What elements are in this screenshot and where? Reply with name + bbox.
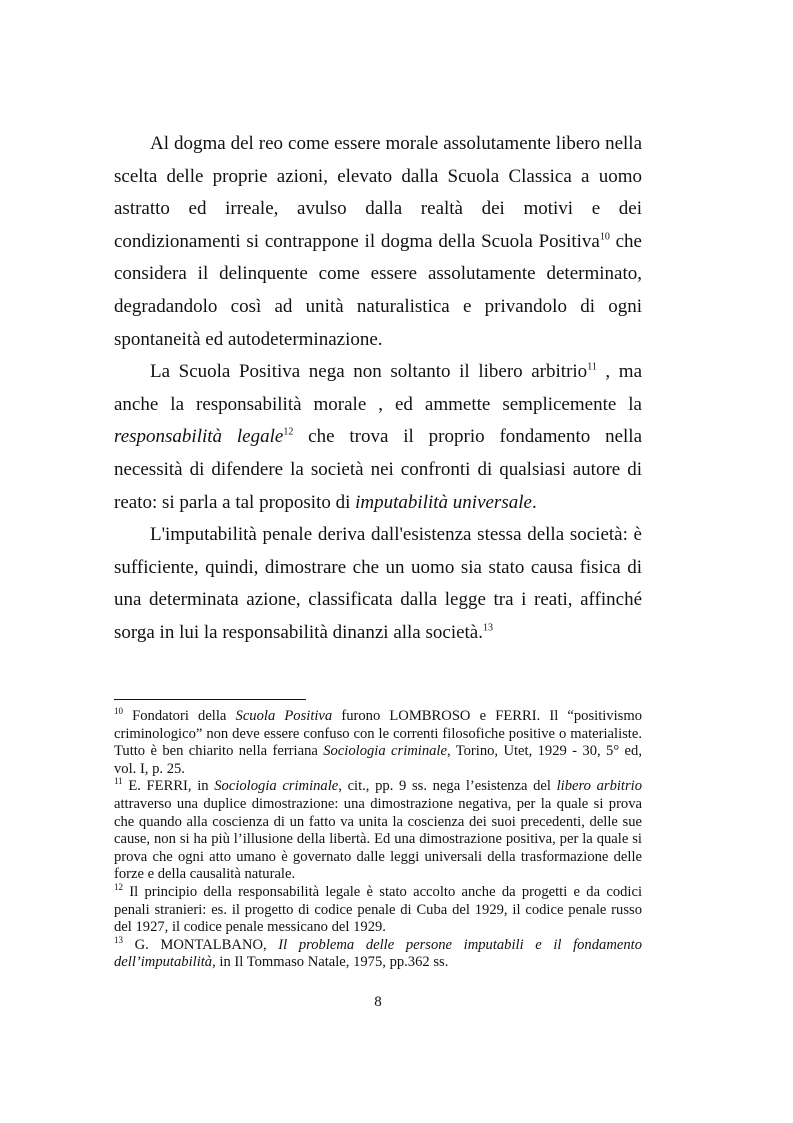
paragraph-3: L'imputabilità penale deriva dall'esistenza stessa della società: è sufficiente, quindi, dimostrare che un uomo sia stato causa fisica di una determinata azione, classificata dalla legge tra i reati, affinché sorga in lui la responsabilità dinanzi alla società.$^{13}$ [114,524,642,643]
footnote-ref-11[interactable]: 11 [587,361,597,373]
footnote-ref-12[interactable]: 12 [283,427,294,439]
footnotes [114,708,642,972]
footnote-10: $^{10}$ Fondatori della Scuola Positiva furono LOMBROSO e FERRI. Il “positivismo criminologico” non deve essere confuso con le correnti filosofiche positive o materialiste. Tutto è ben chiarito nella ferriana Sociologia criminale, Torino, Utet, 1929 - 30, 5° ed, vol. I, p. 25. [114,706,642,777]
footnote-number: 12 [114,882,123,893]
emphasis-imputabilita-universale: imputabilità universale [355,491,532,513]
footnote-ref-13[interactable]: 13 [483,622,493,634]
emphasis-responsabilita-legale: responsabilità legale [114,426,284,448]
footnote-13: $^{13}$ G. MONTALBANO, Il problema delle persone imputabili e il fondamento dell’imputabilità, in Il Tommaso Natale, 1975, pp.362 ss. [114,934,642,971]
paragraph-2: La Scuola Positiva nega non soltanto il libero arbitrio$^{11}$ , ma anche la responsabilità morale , ed ammette semplicemente la responsabilità legale$^{12}$ che trova il proprio fondamento nella necessità di difendere la società nei confronti di qualsiasi autore di reato: si parla a tal proposito di imputabilità universale. [114,361,643,513]
footnote-number: 11 [114,776,123,787]
main-text [114,128,642,650]
footnote-number: 10 [114,706,123,717]
footnote-separator [114,699,306,700]
paragraph-1: Al dogma del reo come essere morale assolutamente libero nella scelta delle proprie azioni, elevato dalla Scuola Classica a uomo astratto ed irreale, avulso dalla realtà dei motivi e dei condizionamenti si contrappone il dogma della Scuola Positiva$^{10}$ che considera il delinquente come essere assolutamente determinato, degradandolo così ad unità naturalistica e privandolo di ogni spontaneità ed autodeterminazione. [114,133,642,350]
footnote-ref-10[interactable]: 10 [599,231,610,243]
footnote-12: $^{12}$ Il principio della responsabilità legale è stato accolto anche da progetti e da codici penali stranieri: es. il progetto di codice penale di Cuba del 1929, il codice penale russo del 1927, il codice penale messicano del 1929. [114,882,642,936]
footnote-number: 13 [114,934,123,945]
page-number: 8 [374,994,382,1010]
footnote-11: $^{11}$ E. FERRI, in Sociologia criminale, cit., pp. 9 ss. nega l’esistenza del libero arbitrio attraverso una duplice dimostrazione: una dimostrazione negativa, per la quale si prova che quando alla coscienza di un fatto va unita la coscienza dei suoi precedenti, delle sue cause, non si ha più l’illusione della libertà. Ed una dimostrazione positiva, per la quale si prova che ogni atto umano è governato dalle leggi universali della trasformazione delle forze e della causalità naturale. [114,776,643,883]
